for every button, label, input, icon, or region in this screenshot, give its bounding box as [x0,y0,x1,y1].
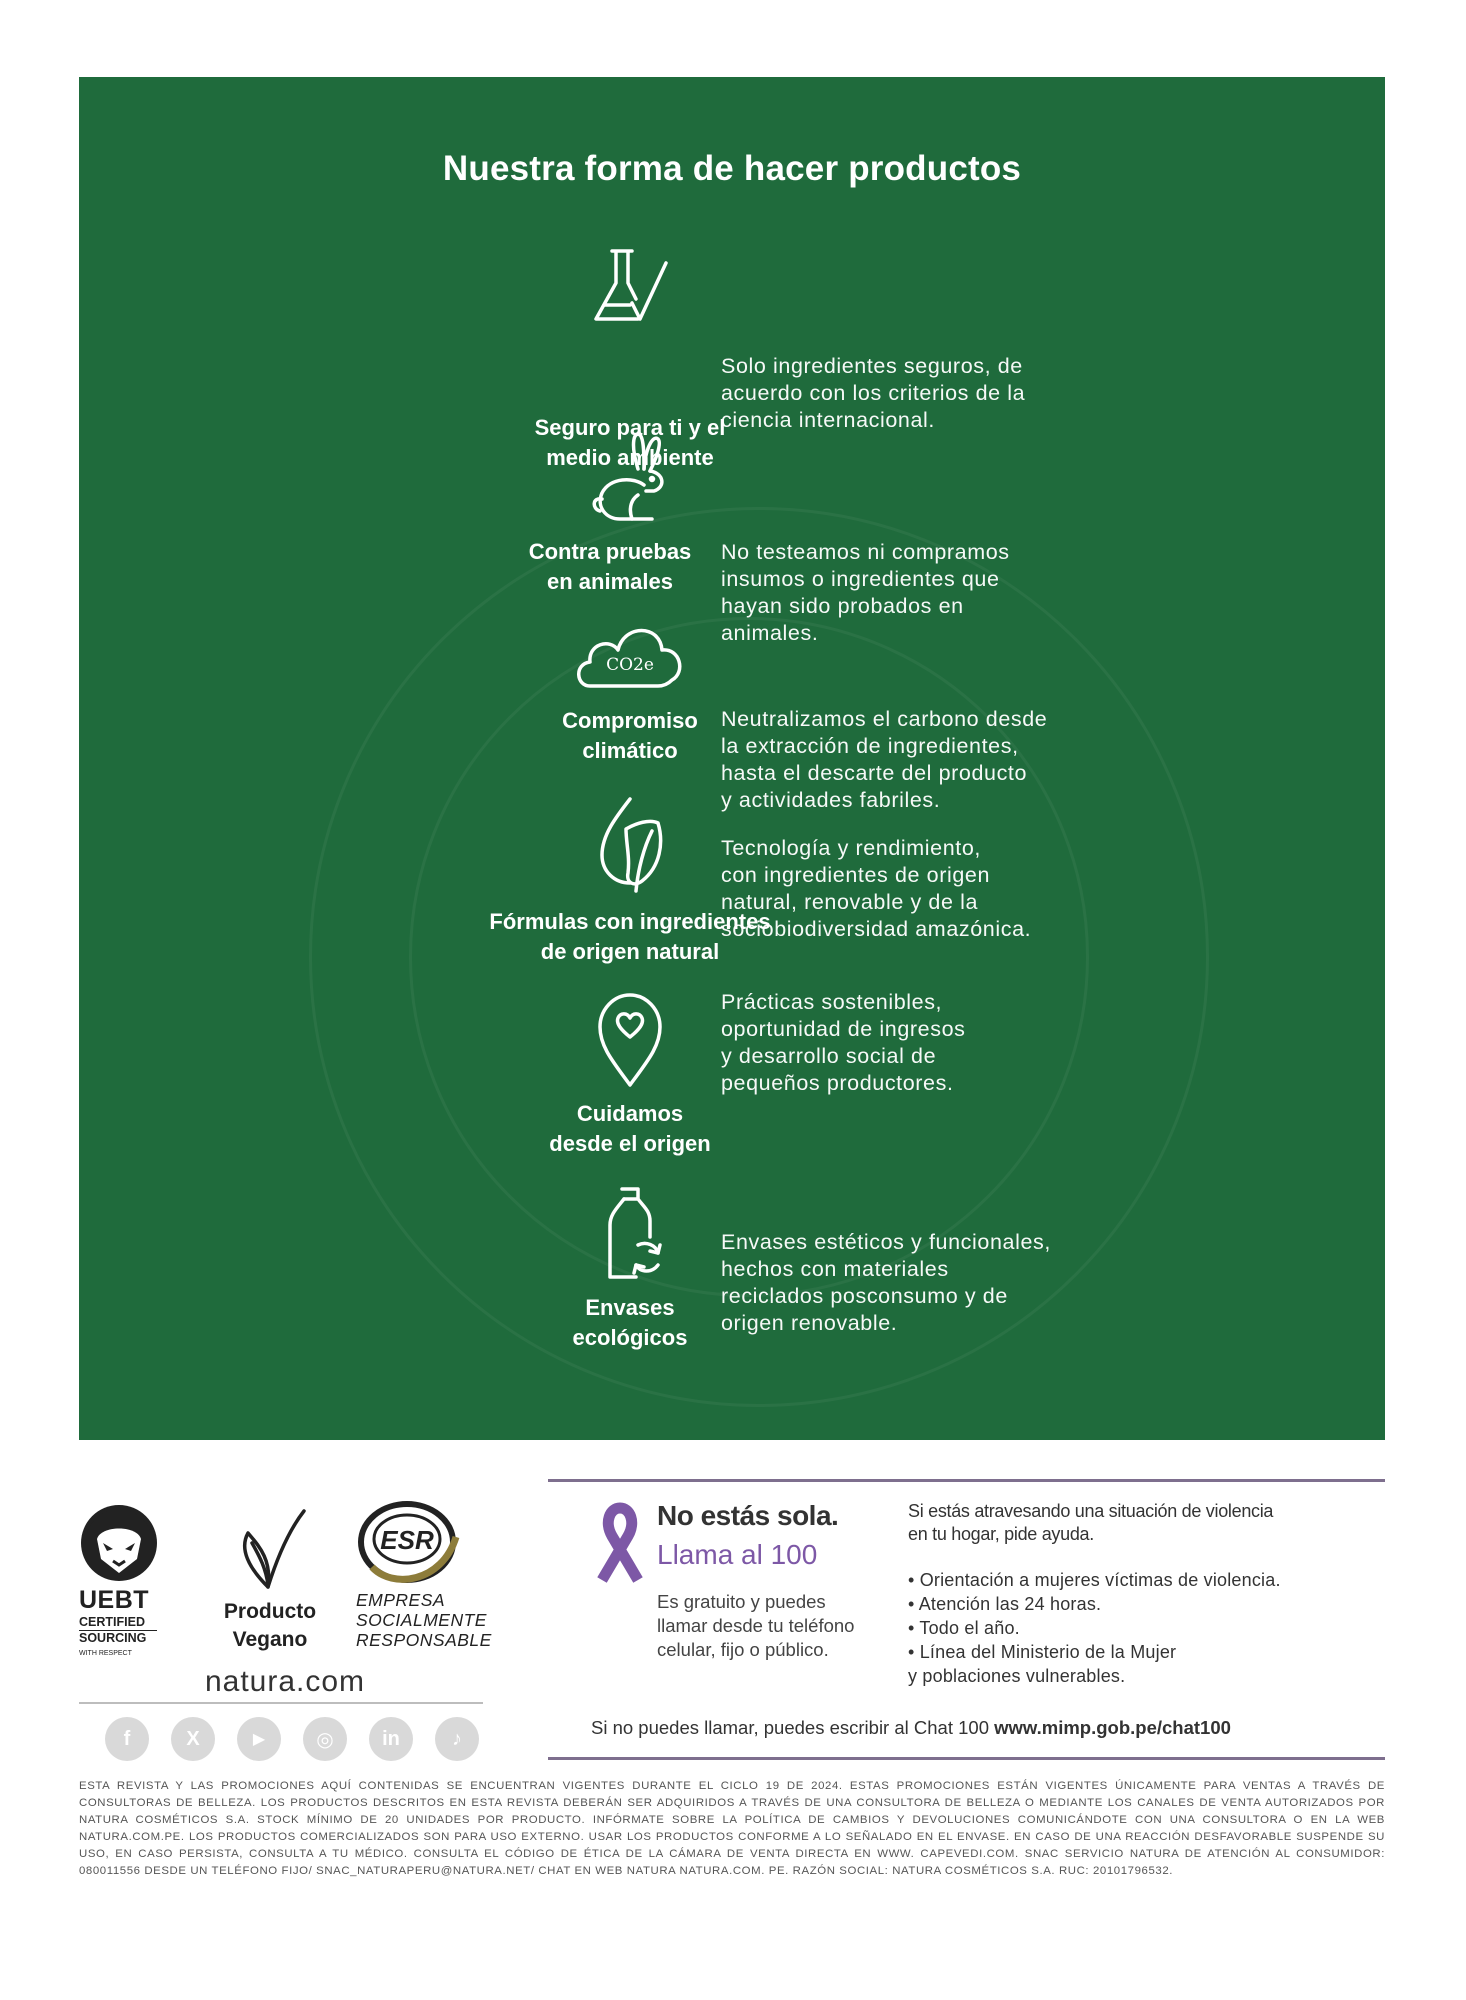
list-item: • Atención las 24 horas. [908,1594,1102,1614]
list-item: • Todo el año. [908,1618,1020,1638]
heart-pin-icon [580,989,680,1089]
jaguar-icon [79,1503,159,1583]
feature-desc: Prácticas sostenibles, oportunidad de ingresos y desarrollo social de pequeños productores. [721,990,966,1095]
uebt-line3: WITH RESPECT [79,1650,132,1657]
youtube-icon[interactable]: ▶ [237,1717,281,1761]
panel-title: Nuestra forma de hacer productos [442,149,1022,188]
flask-check-icon [580,245,680,345]
helpline-list [908,1568,1368,1688]
feature-desc: No testeamos ni compramos insumos o ingredientes que hayan sido probados en animales. [721,540,1010,645]
values-panel [79,77,1385,1440]
co2-cloud-icon [570,614,690,694]
esr-label: EMPRESA SOCIALMENTE RESPONSABLE [356,1590,492,1650]
linkedin-icon[interactable]: in [369,1717,413,1761]
leaf-drop-icon [580,795,680,895]
social-links [105,1717,479,1761]
vegan-label: Producto Vegano [223,1600,317,1651]
feature-label: Compromiso climático [562,708,698,763]
esr-badge-text: ESR [380,1525,434,1555]
uebt-name: UEBT [79,1586,150,1614]
chat-text: Si no puedes llamar, puedes escribir al Chat 100 [591,1717,995,1738]
list-item: • Orientación a mujeres víctimas de violencia. [908,1570,1281,1590]
esr-logo-icon [352,1497,462,1587]
divider [548,1479,1385,1482]
feature-label: Envases ecológicos [572,1295,688,1350]
list-item: • Línea del Ministerio de la Mujer y poblaciones vulnerables. [908,1642,1177,1686]
instagram-icon[interactable]: ◎ [303,1717,347,1761]
uebt-line1: CERTIFIED [79,1615,145,1629]
helpline-intro: Si estás atravesando una situación de violencia en tu hogar, pide ayuda. [908,1501,1274,1544]
uebt-subtitle [79,1616,179,1658]
tiktok-icon[interactable]: ♪ [435,1717,479,1761]
helpline-title: No estás sola. [657,1500,839,1531]
facebook-icon[interactable]: f [105,1717,149,1761]
helpline-chat [591,1717,1231,1739]
feature-desc: Neutralizamos el carbono desde la extracción de ingredientes, hasta el descarte del producto y actividades fabriles. [721,707,1048,812]
co2-text: CO2e [606,655,654,675]
helpline-free-text: Es gratuito y puedes llamar desde tu teléfono celular, fijo o público. [657,1591,855,1660]
helpline-call: Llama al 100 [657,1539,818,1570]
website-link[interactable]: natura.com [204,1665,366,1698]
chat-link[interactable]: www.mimp.gob.pe/chat100 [994,1717,1231,1738]
uebt-logo [79,1503,159,1588]
feature-desc: Envases estéticos y funcionales, hechos con materiales reciclados posconsumo y de origen renovable. [721,1230,1051,1335]
divider [79,1702,483,1704]
vegan-leaf-icon [232,1505,312,1595]
feature-label: Seguro para ti y el medio ambiente [534,415,726,470]
rabbit-icon [580,429,680,529]
uebt-line2: SOURCING [79,1631,147,1645]
legal-disclaimer: ESTA REVISTA Y LAS PROMOCIONES AQUÍ CONTENIDAS SE ENCUENTRAN VIGENTES DURANTE EL CICLO 19 DE 2024. ESTAS PROMOCIONES ESTÁN VIGENTES ÚNICAMENTE PARA VENTAS A TRAVÉS DE CONSULTORAS DE BELLEZA. LOS PRODUCTOS DESCRITOS EN ESTA REVISTA DEBERÁN SER ADQUIRIDOS A TRAVÉS DE UNA CONSULTORA DE BELLEZA O MEDIANTE LOS CANALES DE VENTA AUTORIZADOS POR NATURA COSMÉTICOS S.A. STOCK MÍNIMO DE 20 UNIDADES POR PRODUCTO. INFÓRMATE SOBRE LA POLÍTICA DE CAMBIOS Y DEVOLUCIONES COMUNICÁNDOTE CON UNA CONSULTORA O EN LA WEB NATURA.COM.PE. LOS PRODUCTOS COMERCIALIZADOS SON PARA USO EXTERNO. USAR LOS PRODUCTOS CONFORME A LO SEÑALADO EN EL ENVASE. EN CASO DE UNA REACCIÓN DESFAVORABLE SUSPENDE SU USO, EN CASO PERSISTA, CONSULTA A TU MÉDICO. CONSULTA EL CÓDIGO DE ÉTICA DE LA CÁMARA DE VENTA DIRECTA EN WWW. CAPEVEDI.COM. SNAC SERVICIO NATURA DE ATENCIÓN AL CONSUMIDOR: 080011556 DESDE UN TELÉFONO FIJO/ SNAC_NATURAPERU@NATURA.NET/ CHAT EN WEB NATURA NATURA.COM. PE. RAZÓN SOCIAL: NATURA COSMÉTICOS S.A. RUC: 20101796532. [79,1780,1385,1877]
feature-label: Fórmulas con ingredientes de origen natural [489,909,771,964]
feature-label: Cuidamos desde el origen [549,1101,711,1156]
x-icon[interactable]: X [171,1717,215,1761]
awareness-ribbon-icon [590,1500,650,1584]
feature-label: Contra pruebas en animales [528,539,692,594]
divider [548,1757,1385,1760]
recycle-bottle-icon [580,1185,680,1285]
feature-desc: Tecnología y rendimiento, con ingredientes de origen natural, renovable y de la sociobiodiversidad amazónica. [721,836,1032,941]
feature-desc: Solo ingredientes seguros, de acuerdo con los criterios de la ciencia internacional. [721,354,1026,432]
